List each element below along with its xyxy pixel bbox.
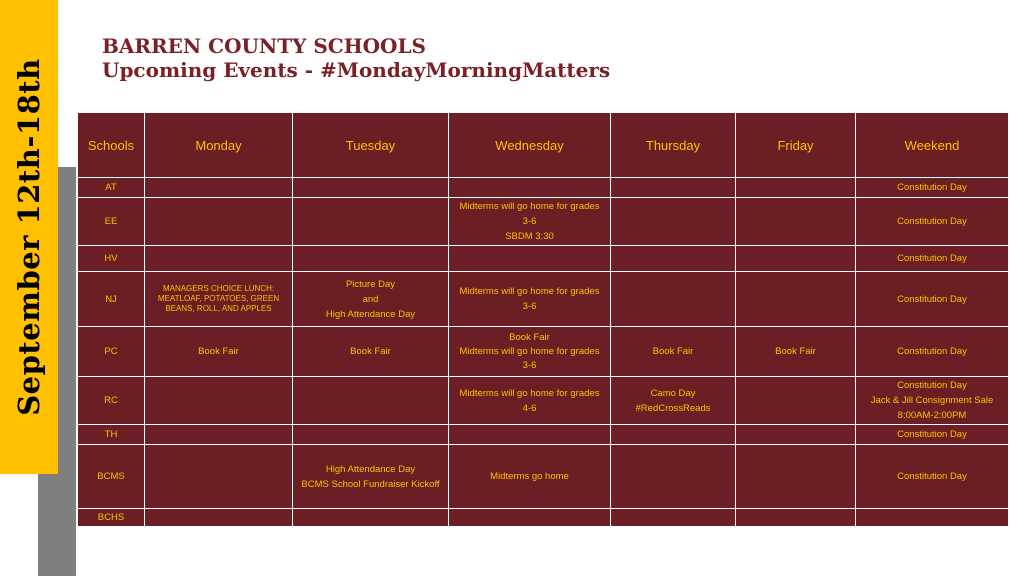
event-text: Picture Day: [345, 278, 396, 290]
event-cell: [449, 377, 611, 425]
event-cell: [293, 272, 449, 327]
event-cell: [856, 198, 1009, 246]
event-text: 4-6: [522, 402, 537, 414]
event-text: 8:00AM-2:00PM: [897, 410, 967, 421]
event-cell: [736, 178, 856, 198]
event-cell: [449, 246, 611, 272]
event-cell: [856, 246, 1009, 272]
table-row: [78, 272, 1009, 327]
header-weekend: Weekend: [856, 113, 1009, 178]
event-cell: [449, 198, 611, 246]
event-text: Midterms will go home for grades: [459, 345, 600, 357]
event-cell: [611, 178, 736, 198]
table-row: [78, 246, 1009, 272]
event-text: Camo Day: [650, 387, 696, 399]
event-cell: [145, 198, 293, 246]
event-text: Midterms go home: [490, 471, 569, 482]
event-text: Jack & Jill Consignment Sale: [870, 395, 994, 406]
event-text: High Attendance Day: [325, 463, 416, 475]
event-text: Constitution Day: [897, 293, 967, 305]
school-cell: TH: [78, 425, 145, 445]
event-cell: [736, 445, 856, 509]
table-row: [78, 425, 1009, 445]
event-text: Book Fair: [775, 346, 816, 357]
event-text: 3-6: [522, 359, 537, 371]
event-text: Constitution Day: [897, 216, 967, 227]
event-cell: [145, 178, 293, 198]
event-cell: [293, 445, 449, 509]
event-text: Constitution Day: [897, 429, 967, 440]
event-cell: [293, 327, 449, 377]
school-cell: PC: [78, 327, 145, 377]
event-cell: [736, 272, 856, 327]
date-range-vertical-title: [0, 0, 58, 474]
school-cell: RC: [78, 377, 145, 425]
event-text: BCMS School Fundraiser Kickoff: [301, 478, 440, 490]
event-cell: [145, 272, 293, 327]
event-cell: [145, 509, 293, 527]
page-title: BARREN COUNTY SCHOOLS: [102, 34, 426, 58]
table-row: [78, 509, 1009, 527]
header-friday: Friday: [736, 113, 856, 178]
event-cell: [611, 327, 736, 377]
event-cell: [449, 272, 611, 327]
event-text: Book Fair: [198, 346, 239, 357]
event-cell: [293, 425, 449, 445]
event-cell: [856, 327, 1009, 377]
event-cell: [145, 425, 293, 445]
event-cell: [293, 377, 449, 425]
event-cell: [611, 377, 736, 425]
event-text: Midterms will go home for grades: [459, 201, 600, 212]
event-cell: [145, 327, 293, 377]
event-cell: [145, 377, 293, 425]
event-text: 3-6: [522, 301, 537, 312]
events-table: [77, 112, 1009, 527]
event-cell: [856, 425, 1009, 445]
event-text: Book Fair: [652, 346, 694, 357]
event-cell: [449, 445, 611, 509]
event-cell: [611, 198, 736, 246]
event-cell: [145, 445, 293, 509]
event-cell: [736, 377, 856, 425]
event-text: BEANS, ROLL, AND APPLES: [165, 304, 272, 313]
event-cell: [611, 509, 736, 527]
event-text: Book Fair: [509, 331, 550, 343]
event-cell: [736, 327, 856, 377]
header-monday: Monday: [145, 113, 293, 178]
school-cell: BCMS: [78, 445, 145, 509]
event-cell: [856, 509, 1009, 527]
event-cell: [449, 327, 611, 377]
school-cell: HV: [78, 246, 145, 272]
event-text: MEATLOAF, POTATOES, GREEN: [157, 294, 280, 303]
event-cell: [856, 272, 1009, 327]
event-cell: [611, 246, 736, 272]
event-cell: [736, 425, 856, 445]
event-text: #RedCrossReads: [635, 402, 711, 414]
event-cell: [145, 246, 293, 272]
event-cell: [449, 178, 611, 198]
event-text: 3-6: [522, 216, 537, 227]
event-text: Constitution Day: [897, 253, 967, 264]
table-row: [78, 198, 1009, 246]
event-text: Midterms will go home for grades: [459, 286, 600, 297]
event-cell: [736, 509, 856, 527]
event-cell: [611, 445, 736, 509]
event-text: Book Fair: [350, 346, 391, 357]
event-text: SBDM 3:30: [505, 231, 554, 242]
table-row: [78, 377, 1009, 425]
header-tuesday: Tuesday: [293, 113, 449, 178]
school-cell: NJ: [78, 272, 145, 327]
page-subtitle: Upcoming Events - #MondayMorningMatters: [102, 58, 611, 82]
school-cell: AT: [78, 178, 145, 198]
header-schools: Schools: [78, 113, 145, 178]
header-row: [78, 113, 1009, 178]
event-cell: [736, 198, 856, 246]
event-text: Constitution Day: [897, 182, 967, 193]
event-cell: [856, 178, 1009, 198]
event-text: and: [362, 293, 379, 305]
event-text: Constitution Day: [897, 346, 967, 357]
school-cell: BCHS: [78, 509, 145, 527]
school-cell: EE: [78, 198, 145, 246]
event-cell: [449, 425, 611, 445]
header-thursday: Thursday: [611, 113, 736, 178]
event-cell: [449, 509, 611, 527]
event-cell: [293, 178, 449, 198]
event-cell: [293, 509, 449, 527]
event-cell: [293, 246, 449, 272]
event-text: High Attendance Day: [325, 308, 416, 320]
event-text: MANAGERS CHOICE LUNCH:: [162, 284, 275, 293]
event-text: Constitution Day: [897, 471, 967, 482]
event-cell: [293, 198, 449, 246]
event-cell: [856, 377, 1009, 425]
event-cell: [611, 272, 736, 327]
event-cell: [611, 425, 736, 445]
event-text: Midterms will go home for grades: [459, 387, 600, 399]
table-row: [78, 178, 1009, 198]
table-row: [78, 445, 1009, 509]
table-row: [78, 327, 1009, 377]
event-cell: [856, 445, 1009, 509]
event-cell: [736, 246, 856, 272]
header-wednesday: Wednesday: [449, 113, 611, 178]
event-text: Constitution Day: [897, 380, 967, 391]
date-range-text: September 12th-18th: [12, 58, 47, 416]
